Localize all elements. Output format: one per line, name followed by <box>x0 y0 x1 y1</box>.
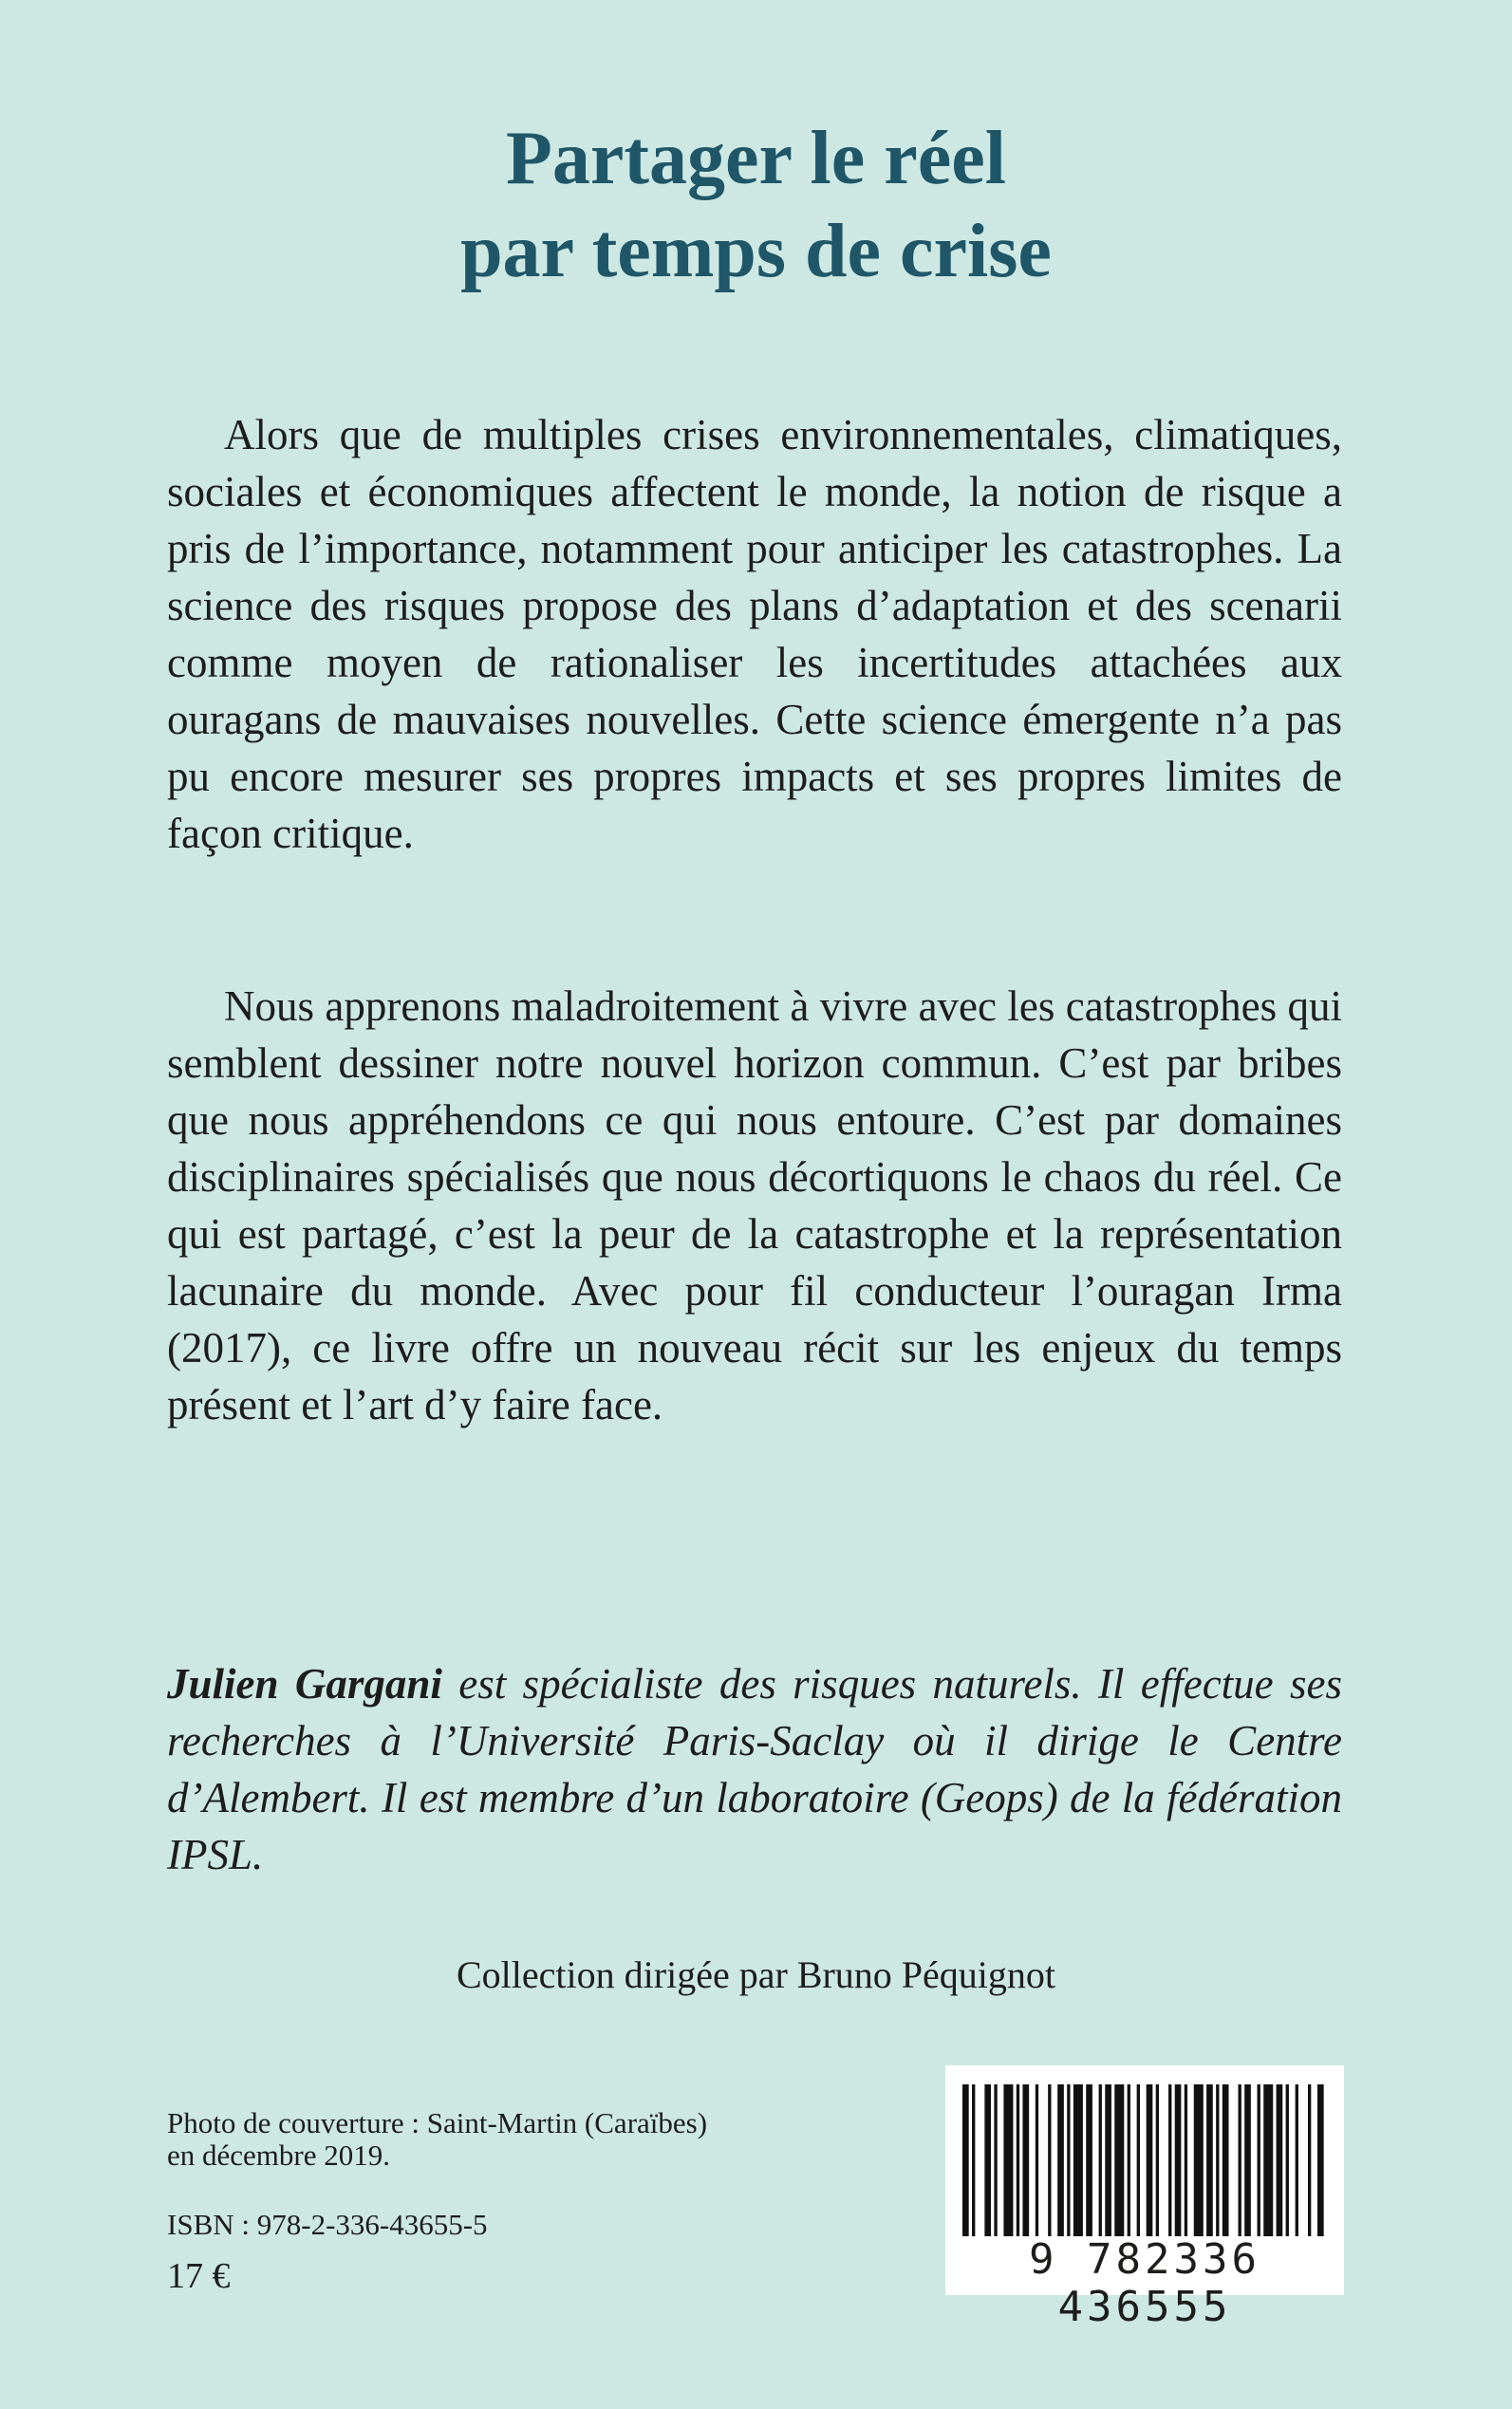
barcode-bar <box>1206 2084 1213 2236</box>
barcode-bar <box>1036 2084 1038 2236</box>
book-title <box>0 112 1512 298</box>
barcode-bar <box>1244 2084 1251 2236</box>
barcode-bar <box>962 2084 969 2236</box>
barcode-digits: 9 782336 436555 <box>1029 2235 1260 2331</box>
title-line-1: Partager le réel <box>505 117 1007 200</box>
barcode-bar <box>984 2084 991 2236</box>
barcode-bar <box>1067 2084 1070 2236</box>
author-bio-text: est spécialiste des risques naturels. Il effectue ses recherches à l’Université Paris-Saclay où il dirige le Centre d’Alembert. Il est membre d’un laboratoire (Geops) de la fédération IPSL. <box>167 1660 1342 1878</box>
barcode-bar <box>1048 2084 1051 2236</box>
barcode-bar <box>1175 2084 1182 2236</box>
barcode <box>945 2065 1344 2331</box>
barcode-bar <box>1057 2084 1064 2236</box>
barcode-bar <box>1099 2084 1102 2236</box>
barcode-bar <box>1022 2084 1029 2236</box>
barcode-bar <box>1073 2084 1083 2236</box>
barcode-bar <box>1147 2084 1153 2236</box>
barcode-bar <box>1156 2084 1159 2236</box>
blurb-paragraph-2: Nous apprenons maladroitement à vivre avec les catastrophes qui semblent dessiner notre nouvel horizon commun. C’est par bribes que nous appréhendons ce qui nous entoure. C’est par domaines disciplinaires spécialisés que nous décortiquons le chaos du réel. Ce qui est partagé, c’est la peur de la catastrophe et la représentation lacunaire du monde. Avec pour fil conducteur l’ouragan Irma (2017), ce livre offre un nouveau récit sur les enjeux du temps présent et l’art d’y faire face. <box>167 982 1342 1429</box>
barcode-bar <box>1296 2084 1298 2236</box>
barcode-bar <box>1137 2084 1140 2236</box>
barcode-bar <box>1017 2084 1019 2236</box>
barcode-bar <box>1105 2084 1111 2236</box>
barcode-bar <box>1258 2084 1260 2236</box>
barcode-bar <box>1003 2084 1013 2236</box>
photo-credit-line-2: en décembre 2019. <box>167 2138 390 2172</box>
photo-credit-line-1: Photo de couverture : Saint-Martin (Caraïbes) <box>167 2106 708 2139</box>
barcode-bar <box>1168 2084 1171 2236</box>
author-name: Julien Gargani <box>167 1660 442 1708</box>
barcode-bar <box>1317 2084 1324 2236</box>
price: 17 € <box>167 2256 231 2296</box>
collection-line: Collection dirigée par Bruno Péquignot <box>457 1953 1055 1996</box>
photo-credit <box>167 2107 831 2172</box>
barcode-bar <box>1223 2084 1229 2236</box>
isbn: ISBN : 978-2-336-43655-5 <box>167 2208 488 2241</box>
barcode-bar <box>1308 2084 1311 2236</box>
barcode-bar <box>1286 2084 1289 2236</box>
title-line-2: par temps de crise <box>460 210 1052 293</box>
author-bio <box>167 1655 1342 1883</box>
barcode-bar <box>1263 2084 1273 2236</box>
barcode-bars <box>962 2084 1327 2236</box>
barcode-bar <box>1114 2084 1124 2236</box>
barcode-bar <box>1128 2084 1130 2236</box>
blurb-paragraph-1: Alors que de multiples crises environnementales, climatiques, sociales et économiques affectent le monde, la notion de risque a pris de l’importance, notamment pour anticiper les catastrophes. La science des risques propose des plans d’adaptation et des scenarii comme moyen de rationaliser les incertitudes attachées aux ouragans de mauvaises nouvelles. Cette science émergente n’a pas pu encore mesurer ses propres impacts et ses propres limites de façon critique. <box>167 411 1342 857</box>
barcode-bar <box>972 2084 975 2236</box>
barcode-bar <box>1277 2084 1283 2236</box>
barcode-bar <box>1185 2084 1187 2236</box>
barcode-bar <box>994 2084 997 2236</box>
barcode-bar <box>1239 2084 1241 2236</box>
barcode-bar <box>1194 2084 1204 2236</box>
barcode-bar <box>1086 2084 1092 2236</box>
barcode-bar <box>1216 2084 1219 2236</box>
